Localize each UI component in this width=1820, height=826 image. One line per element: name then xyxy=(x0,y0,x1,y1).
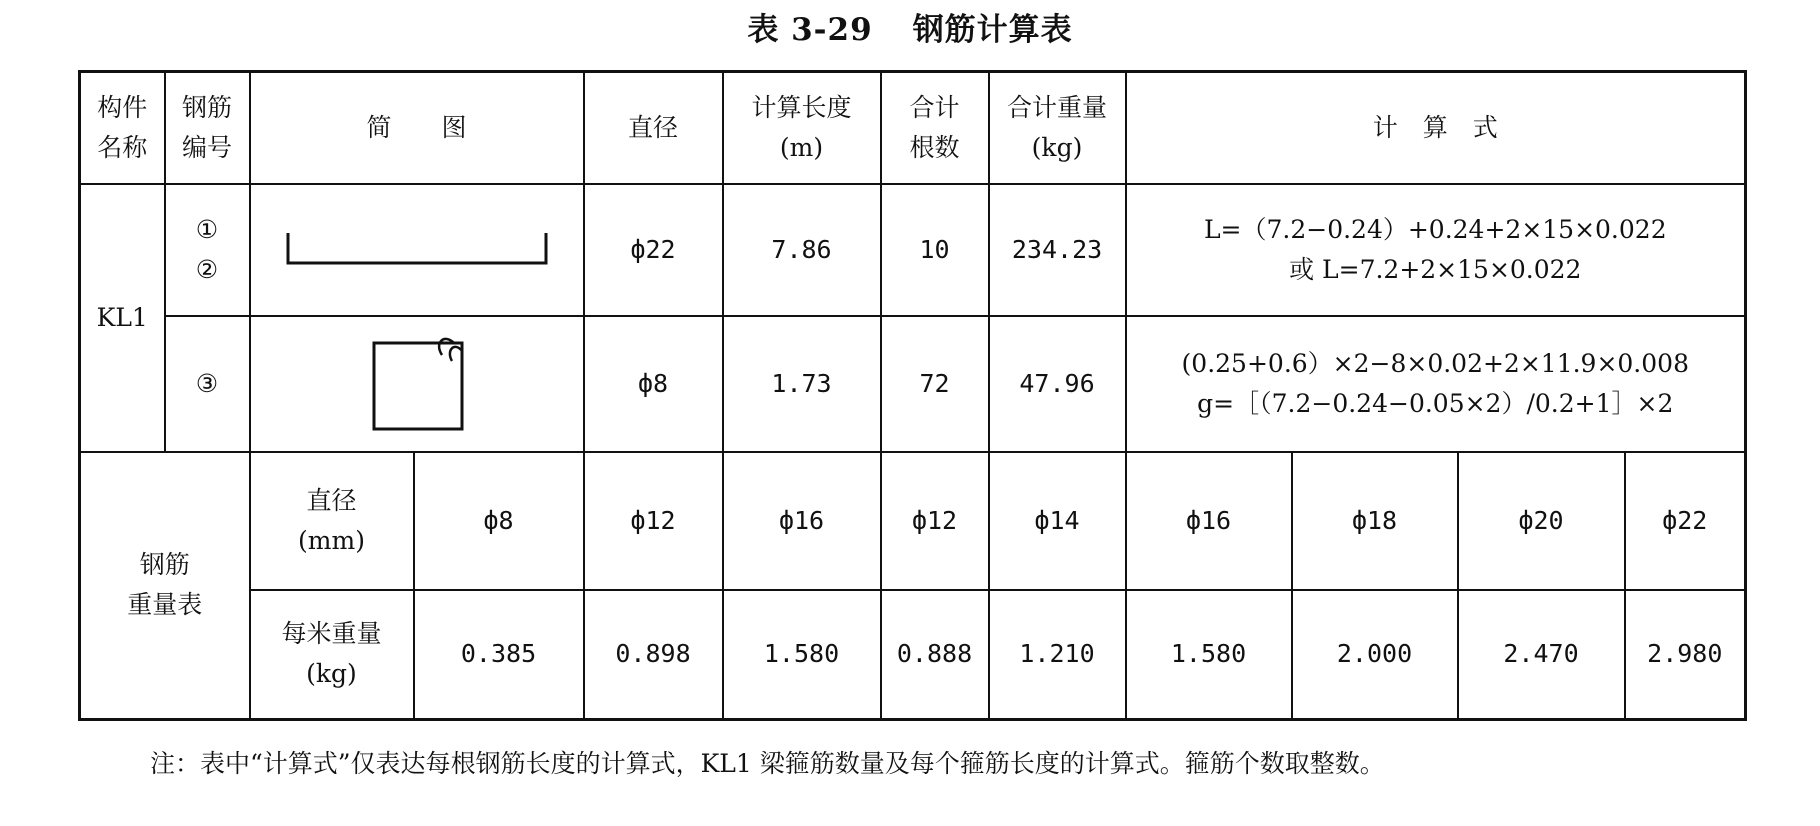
bar-number: ① ② xyxy=(165,184,250,316)
count-cell: 10 xyxy=(881,184,989,316)
unit-weight-value: 2.470 xyxy=(1458,590,1625,720)
table-row xyxy=(80,316,1746,452)
table-title xyxy=(0,4,1820,49)
unit-weight-value: 0.898 xyxy=(584,590,723,720)
length-cell: 1.73 xyxy=(723,316,881,452)
length-cell: 7.86 xyxy=(723,184,881,316)
header-row xyxy=(80,72,1746,184)
stirrup-icon xyxy=(362,329,472,439)
component-name: KL1 xyxy=(80,184,165,452)
straight-bar-diagram xyxy=(250,184,584,316)
diameter-value: ф22 xyxy=(1625,452,1746,590)
count-cell: 72 xyxy=(881,316,989,452)
diameter-value: ф14 xyxy=(989,452,1126,590)
header-diagram: 简 图 xyxy=(250,72,584,184)
diameter-value: ф12 xyxy=(584,452,723,590)
formula-cell: (0.25+0.6）×2−8×0.02+2×11.9×0.008 g=［（7.2−0.24−0.05×2）/0.2+1］×2 xyxy=(1126,316,1746,452)
header-calc-length: 计算长度 (m) xyxy=(723,72,881,184)
header-bar-no: 钢筋 编号 xyxy=(165,72,250,184)
weight-cell: 234.23 xyxy=(989,184,1126,316)
header-count: 合计 根数 xyxy=(881,72,989,184)
header-formula: 计 算 式 xyxy=(1126,72,1746,184)
stirrup-diagram xyxy=(250,316,584,452)
diameter-value: ф16 xyxy=(1126,452,1292,590)
diameter-value: ф8 xyxy=(414,452,584,590)
table-note: 注：表中“计算式”仅表达每根钢筋长度的计算式，KL1 梁箍筋数量及每个箍筋长度的计算式。箍筋个数取整数。 xyxy=(150,749,1385,778)
unit-weight-value: 1.210 xyxy=(989,590,1126,720)
diameter-cell: ф22 xyxy=(584,184,723,316)
unit-weight-label: 每米重量 (kg) xyxy=(250,590,414,720)
unit-weight-value: 0.888 xyxy=(881,590,989,720)
formula-cell: L=（7.2−0.24）+0.24+2×15×0.022 或 L=7.2+2×15×0.022 xyxy=(1126,184,1746,316)
table-number: 表 3-29 xyxy=(747,12,873,48)
weight-unit-row xyxy=(80,590,1746,720)
header-weight: 合计重量 (kg) xyxy=(989,72,1126,184)
unit-weight-value: 2.980 xyxy=(1625,590,1746,720)
diameter-label: 直径 (mm) xyxy=(250,452,414,590)
diameter-cell: ф8 xyxy=(584,316,723,452)
bar-number: ③ xyxy=(165,316,250,452)
straight-bar-icon xyxy=(282,225,552,275)
unit-weight-value: 2.000 xyxy=(1292,590,1458,720)
table-title-text: 钢筋计算表 xyxy=(912,12,1073,48)
unit-weight-value: 0.385 xyxy=(414,590,584,720)
weight-diameter-row xyxy=(80,452,1746,590)
table-row xyxy=(80,184,1746,316)
diameter-value: ф20 xyxy=(1458,452,1625,590)
unit-weight-value: 1.580 xyxy=(723,590,881,720)
diameter-value: ф18 xyxy=(1292,452,1458,590)
diameter-value: ф16 xyxy=(723,452,881,590)
unit-weight-value: 1.580 xyxy=(1126,590,1292,720)
diameter-value: ф12 xyxy=(881,452,989,590)
header-diameter: 直径 xyxy=(584,72,723,184)
rebar-calculation-table xyxy=(78,70,1747,721)
weight-cell: 47.96 xyxy=(989,316,1126,452)
weight-table-label: 钢筋 重量表 xyxy=(80,452,250,720)
header-component: 构件 名称 xyxy=(80,72,165,184)
